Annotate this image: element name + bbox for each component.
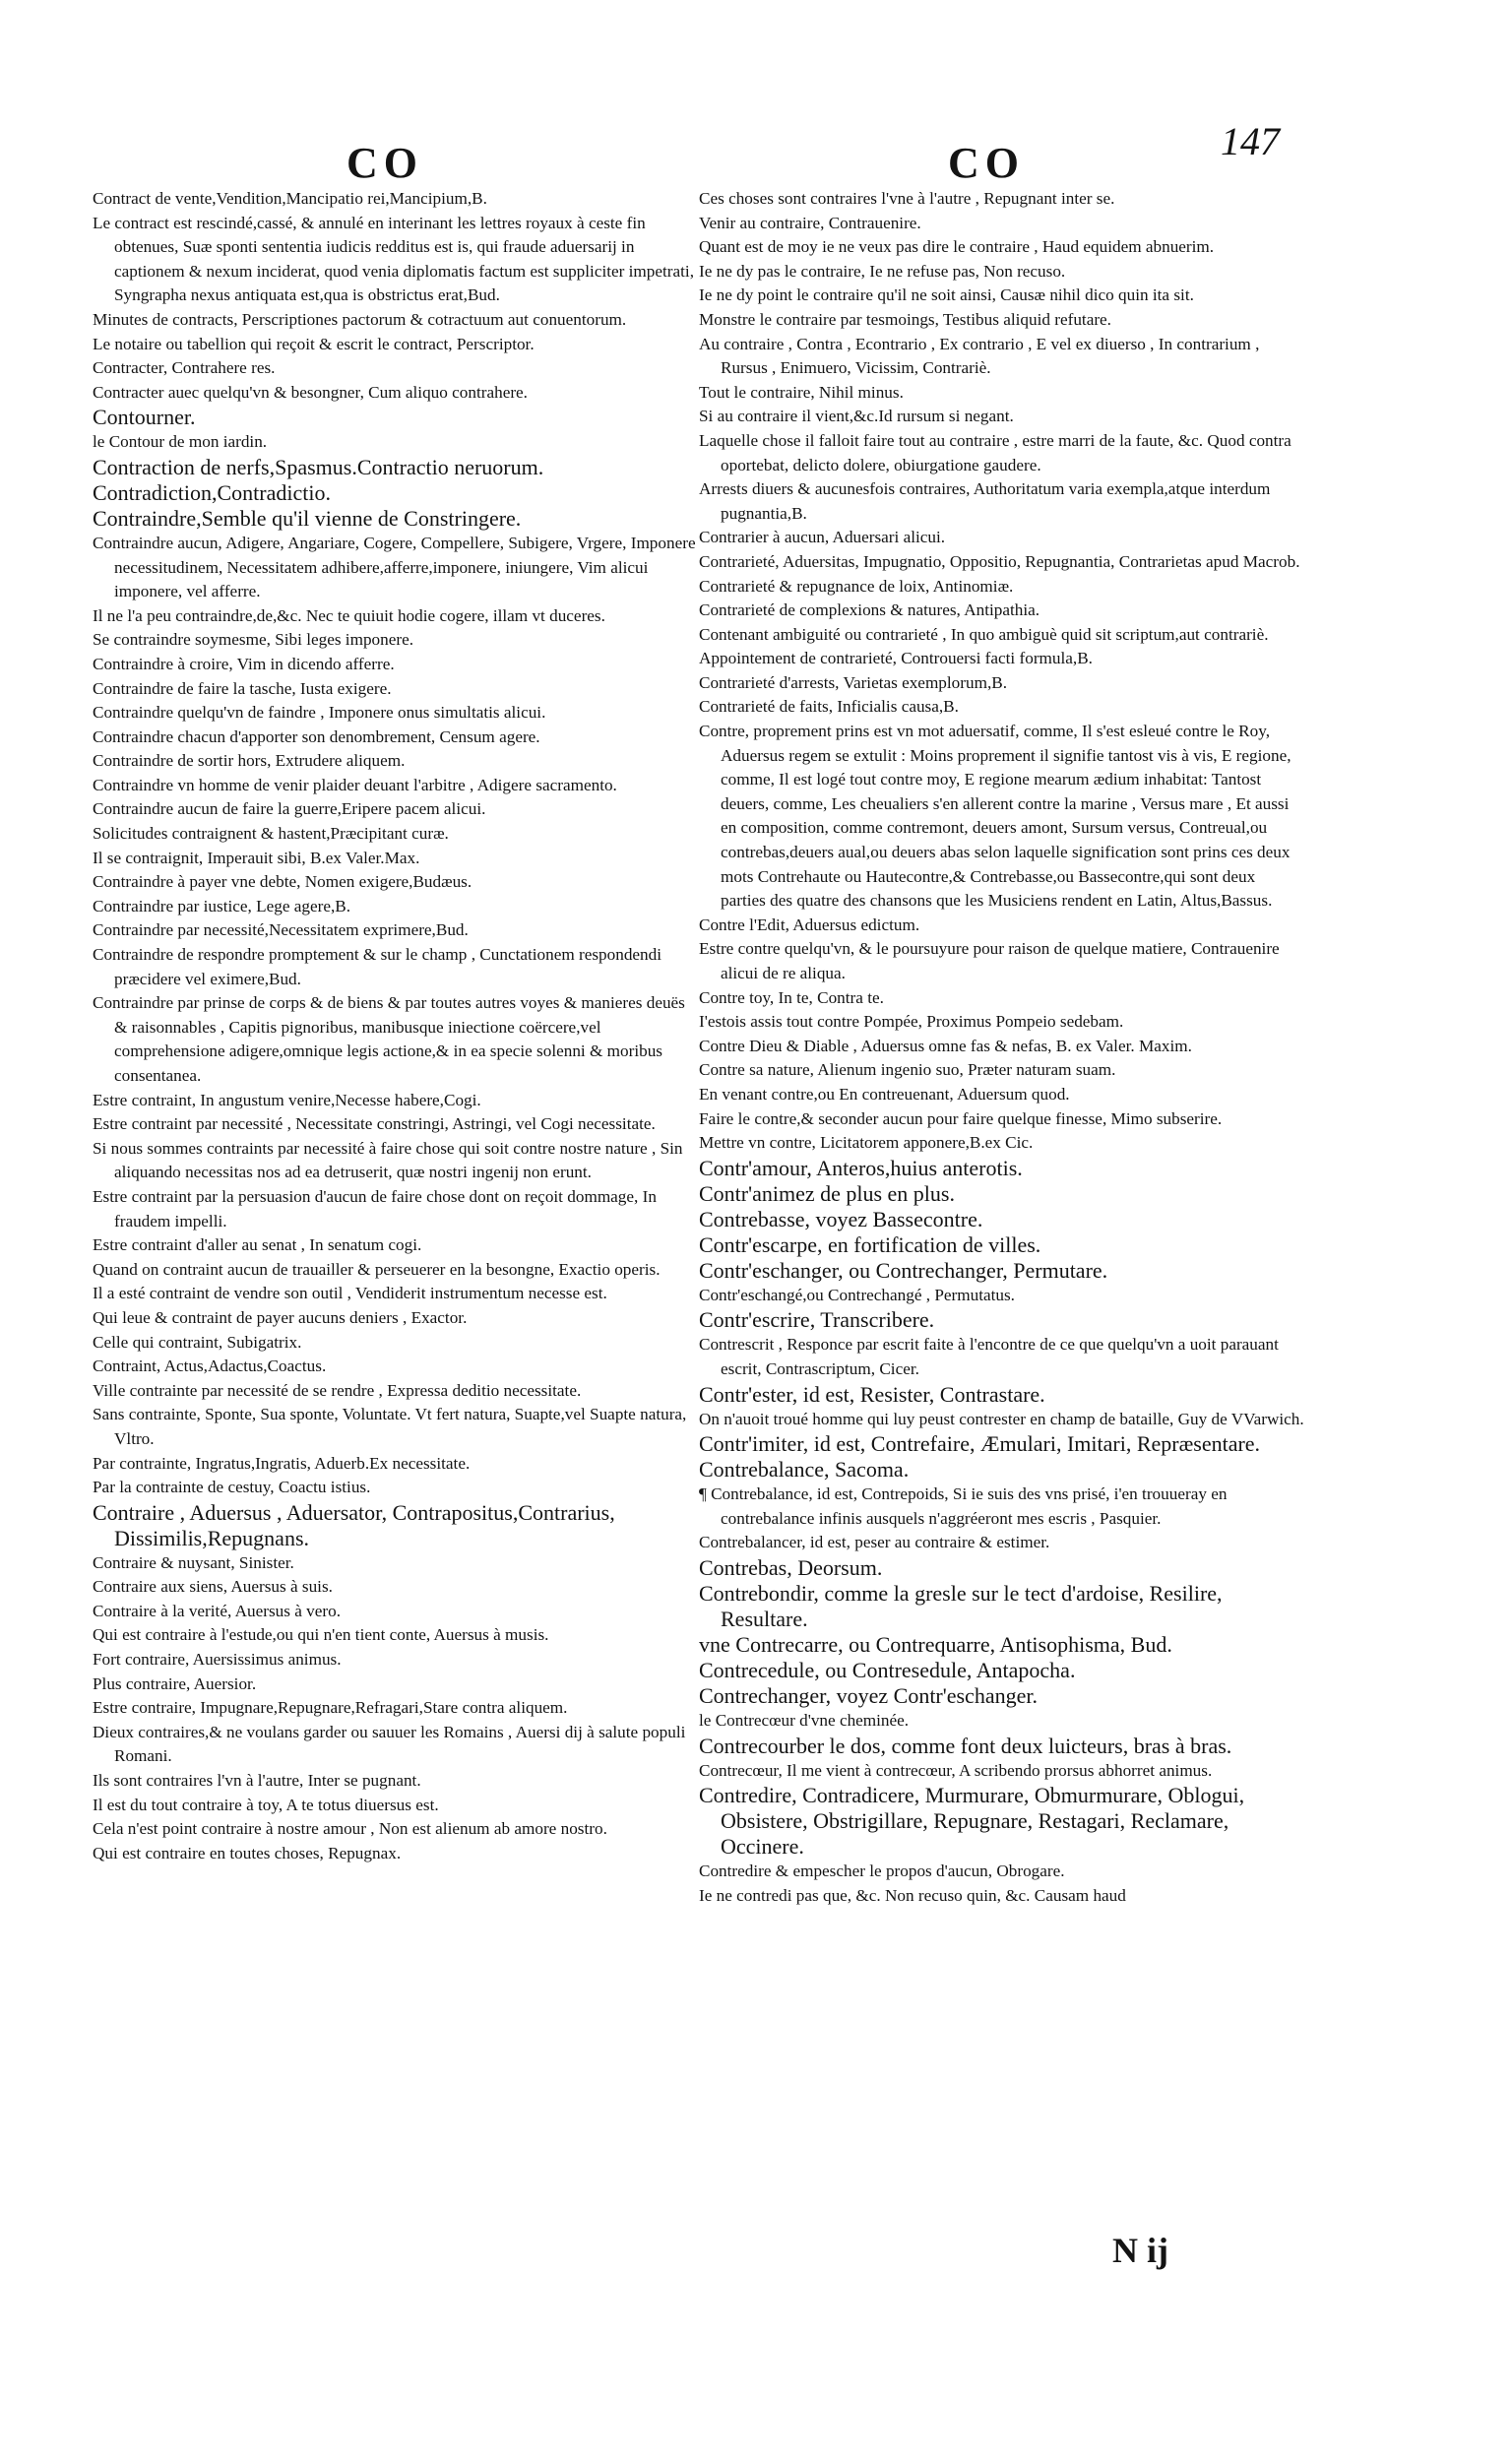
dictionary-entry: Se contraindre soymesme, Sibi leges imponere. [93,630,414,650]
dictionary-entry: Contr'escrire, Transcribere. [699,1307,935,1333]
dictionary-entry: Contrecedule, ou Contresedule, Antapocha. [699,1657,1076,1682]
dictionary-entry: Contrarieté de complexions & natures, Antipathia. [699,600,1040,620]
dictionary-entry: Contradiction,Contradictio. [93,479,331,505]
dictionary-entry: Contrecourber le dos, comme font deux luicteurs, bras à bras. [699,1733,1232,1758]
dictionary-entry: Laquelle chose il falloit faire tout au contraire , estre marri de la faute, &c. Quod contra oportebat, delicto dolere, obiurgatione gaudere. [699,430,1292,474]
dictionary-entry: Contracter, Contrahere res. [93,358,276,378]
dictionary-entry: Sans contrainte, Sponte, Sua sponte, Voluntate. Vt fert natura, Suapte,vel Suapte natura, Vltro. [93,1405,687,1448]
dictionary-entry: Cela n'est point contraire à nostre amour , Non est alienum ab amore nostro. [93,1819,607,1839]
dictionary-entry: Estre contraint par necessité , Necessitate constringi, Astringi, vel Cogi necessitate. [93,1114,656,1134]
dictionary-entry: Contrebondir, comme la gresle sur le tect d'ardoise, Resilire, Resultare. [699,1580,1223,1631]
dictionary-entry: Arrests diuers & aucunesfois contraires, Authoritatum varia exempla,atque interdum pugnantia,B. [699,479,1271,523]
dictionary-entry: Venir au contraire, Contrauenire. [699,213,921,232]
dictionary-entry: Estre contraire, Impugnare,Repugnare,Refragari,Stare contra aliquem. [93,1698,568,1718]
dictionary-entry: Contrescrit , Responce par escrit faite à l'encontre de ce que quelqu'vn a uoit parauant escrit, Contrascriptum, Cicer. [699,1335,1279,1378]
dictionary-entry: Appointement de contrarieté, Controuersi facti formula,B. [699,649,1093,668]
dictionary-entry: Contraire , Aduersus , Aduersator, Contrapositus,Contrarius, Dissimilis,Repugnans. [93,1499,615,1550]
dictionary-entry: Contourner. [93,405,196,430]
dictionary-entry: Contraindre quelqu'vn de faindre , Imponere onus simultatis alicui. [93,703,546,723]
dictionary-entry: Il ne l'a peu contraindre,de,&c. Nec te quiuit hodie cogere, illam vt duceres. [93,605,605,625]
dictionary-entry: Mettre vn contre, Licitatorem apponere,B.ex Cic. [699,1133,1034,1153]
dictionary-entry: Estre contraint par la persuasion d'aucun de faire chose dont on reçoit dommage, In fraudem impelli. [93,1186,657,1230]
dictionary-entry: Il se contraignit, Imperauit sibi, B.ex Valer.Max. [93,848,420,867]
dictionary-entry: Fort contraire, Auersissimus animus. [93,1650,342,1670]
dictionary-entry: Contraindre aucun de faire la guerre,Eripere pacem alicui. [93,799,486,819]
dictionary-entry: Contraindre à croire, Vim in dicendo afferre. [93,654,395,673]
dictionary-entry: Contraire à la verité, Auersus à vero. [93,1601,341,1620]
dictionary-entry: Contrebas, Deorsum. [699,1554,883,1580]
dictionary-entry: Par la contrainte de cestuy, Coactu istius. [93,1478,371,1497]
dictionary-entry: Contraindre chacun d'apporter son denombrement, Censum agere. [93,726,540,746]
dictionary-entry: Qui est contraire en toutes choses, Repugnax. [93,1843,402,1862]
dictionary-entry: Ie ne dy point le contraire qu'il ne soit ainsi, Causæ nihil dico quin ita sit. [699,285,1194,305]
dictionary-entry: Contrarieté de faits, Inficialis causa,B. [699,697,959,717]
dictionary-entry: Contrechanger, voyez Contr'eschanger. [699,1682,1038,1708]
dictionary-entry: Ie ne contredi pas que, &c. Non recuso quin, &c. Causam haud [699,1885,1126,1905]
dictionary-entry: Contraint, Actus,Adactus,Coactus. [93,1357,327,1376]
dictionary-entry: Quant est de moy ie ne veux pas dire le contraire , Haud equidem abnuerim. [699,237,1215,257]
dictionary-entry: Le contract est rescindé,cassé, & annulé en interinant les lettres royaux à ceste fin obtenues, Suæ sponti sententia iudicis redditus est is, qui fraude aduersarij in captionem & nexum inciderat, quod venia diplomatis factum est suppliciter impetrati, Syngrapha nexus antiquata est,qua is obstrictus erat,Bud. [93,213,694,305]
dictionary-entry: Contraindre vn homme de venir plaider deuant l'arbitre , Adigere sacramento. [93,775,617,794]
dictionary-entry: Contre sa nature, Alienum ingenio suo, Præter naturam suam. [699,1060,1116,1080]
dictionary-entry: Estre contraint d'aller au senat , In senatum cogi. [93,1235,422,1255]
dictionary-entry: Plus contraire, Auersior. [93,1673,257,1693]
dictionary-entry: Si nous sommes contraints par necessité à faire chose qui soit contre nostre nature , Sin aliquando necessitas nos ad ea detruserit, quæ nostri ingenij non erunt. [93,1138,683,1182]
dictionary-entry: le Contour de mon iardin. [93,432,268,452]
dictionary-entry: I'estois assis tout contre Pompée, Proximus Pompeio sedebam. [699,1012,1124,1032]
dictionary-entry: Celle qui contraint, Subigatrix. [93,1332,302,1352]
dictionary-entry: On n'auoit troué homme qui luy peust contrester en champ de bataille, Guy de VVarwich. [699,1409,1304,1428]
dictionary-entry: En venant contre,ou En contreuenant, Aduersum quod. [699,1084,1070,1104]
dictionary-entry: Contrebalance, Sacoma. [699,1457,910,1483]
dictionary-entry: Contraire aux siens, Auersus à suis. [93,1577,333,1597]
running-head-left: CO [346,139,423,187]
dictionary-entry: Contraindre de faire la tasche, Iusta exigere. [93,678,392,698]
dictionary-entry: le Contrecœur d'vne cheminée. [699,1710,910,1730]
running-head-right: CO [948,139,1025,187]
dictionary-entry: Dieux contraires,& ne voulans garder ou sauuer les Romains , Auersi dij à salute populi Romani. [93,1722,686,1766]
dictionary-entry: Contre l'Edit, Aduersus edictum. [699,915,920,934]
dictionary-entry: Contr'amour, Anteros,huius anterotis. [699,1155,1023,1180]
dictionary-entry: Contraindre à payer vne debte, Nomen exigere,Budæus. [93,872,472,892]
dictionary-entry: Contraindre aucun, Adigere, Angariare, Cogere, Compellere, Subigere, Vrgere, Imponere necessitudinem, Necessitatem adhibere,afferre,imponere, iniungere, Vim alicui imponere, vel afferre. [93,533,696,601]
dictionary-entry: Qui est contraire à l'estude,ou qui n'en tient conte, Auersus à musis. [93,1625,549,1645]
dictionary-entry: Par contrainte, Ingratus,Ingratis, Aduerb.Ex necessitate. [93,1453,471,1473]
dictionary-entry: Contenant ambiguité ou contrarieté , In quo ambiguè quid sit scriptum,aut contrariè. [699,624,1269,644]
left-column [93,187,698,1865]
right-column [699,187,1304,1908]
dictionary-entry: Estre contraint, In angustum venire,Necesse habere,Cogi. [93,1090,481,1109]
dictionary-entry: Contredire & empescher le propos d'aucun, Obrogare. [699,1862,1065,1881]
dictionary-entry: Contraindre de sortir hors, Extrudere aliquem. [93,751,406,771]
dictionary-entry: Contraindre par prinse de corps & de biens & par toutes autres voyes & manieres deuës & raisonnables , Capitis pignoribus, manibusque iniectione coërcere,vel comprehensione adigere,omnique legis actione,& in ea specie solenni & moribus consentanea. [93,993,685,1085]
signature-mark: N ij [1112,2231,1168,2270]
dictionary-entry: Contre Dieu & Diable , Aduersus omne fas & nefas, B. ex Valer. Maxim. [699,1036,1192,1055]
dictionary-entry: Estre contre quelqu'vn, & le poursuyure pour raison de quelque matiere, Contrauenire alicui de re aliqua. [699,939,1280,982]
dictionary-entry: Quand on contraint aucun de trauailler & perseuerer en la besongne, Exactio operis. [93,1259,661,1279]
dictionary-entry: Si au contraire il vient,&c.Id rursum si negant. [699,407,1014,426]
dictionary-entry: Contr'ester, id est, Resister, Contrastare. [699,1381,1045,1407]
dictionary-entry: Contr'imiter, id est, Contrefaire, Æmulari, Imitari, Repræsentare. [699,1431,1261,1457]
dictionary-entry: Contraindre par necessité,Necessitatem exprimere,Bud. [93,920,469,940]
dictionary-entry: Contre, proprement prins est vn mot aduersatif, comme, Il s'est esleué contre le Roy, Aduersus regem se extulit : Moins proprement il signifie tantost vis à vis, E regione, comme, Il est logé tout contre moy, E regione mearum ædium inhabitat: Tantost deuers, comme, Les cheualiers s'en allerent contre la marine , Versus mare , Et aussi en composition, comme contremont, deuers amont, Sursum versus, Contreual,ou contrebas,deuers aual,ou deuers abas selon laquelle signification sont prins ces deux mots Contrehaute ou Hautecontre,& Contrebasse,ou Bassecontre,qui sont deux parties des quatre des chansons que les Musiciens rendent en Latin, Altus,Bassus. [699,722,1292,911]
dictionary-entry: Contrarieté d'arrests, Varietas exemplorum,B. [699,672,1008,692]
dictionary-entry: Ville contrainte par necessité de se rendre , Expressa deditio necessitate. [93,1380,582,1400]
dictionary-entry: Contrarier à aucun, Aduersari alicui. [699,528,946,547]
dictionary-entry: Contre toy, In te, Contra te. [699,987,884,1007]
dictionary-entry: Contrebasse, voyez Bassecontre. [699,1206,983,1231]
dictionary-entry: Contr'escarpe, en fortification de villes. [699,1231,1041,1257]
dictionary-entry: Contrarieté & repugnance de loix, Antinomiæ. [699,576,1014,596]
dictionary-entry: Contrecœur, Il me vient à contrecœur, A scribendo prorsus abhorret animus. [699,1760,1213,1780]
dictionary-entry: Minutes de contracts, Perscriptiones pactorum & cotractuum aut conuentorum. [93,309,627,329]
dictionary-entry: Contrarieté, Aduersitas, Impugnatio, Oppositio, Repugnantia, Contrarietas apud Macrob. [699,551,1300,571]
dictionary-entry: Contraindre,Semble qu'il vienne de Constringere. [93,505,522,531]
dictionary-entry: Contr'eschanger, ou Contrechanger, Permutare. [699,1257,1108,1283]
dictionary-entry: Faire le contre,& seconder aucun pour faire quelque finesse, Mimo subserire. [699,1108,1223,1128]
dictionary-entry: Qui leue & contraint de payer aucuns deniers , Exactor. [93,1307,468,1327]
dictionary-entry: Ces choses sont contraires l'vne à l'autre , Repugnant inter se. [699,189,1115,208]
dictionary-entry: Ils sont contraires l'vn à l'autre, Inter se pugnant. [93,1771,421,1791]
dictionary-entry: Solicitudes contraignent & hastent,Præcipitant curæ. [93,824,449,844]
dictionary-entry: Au contraire , Contra , Econtrario , Ex contrario , E vel ex diuerso , In contrarium , Rursus , Enimuero, Vicissim, Contrariè. [699,334,1260,378]
dictionary-entry: Ie ne dy pas le contraire, Ie ne refuse pas, Non recuso. [699,261,1066,281]
dictionary-entry: Il est du tout contraire à toy, A te totus diuersus est. [93,1795,439,1814]
dictionary-entry: Contredire, Contradicere, Murmurare, Obmurmurare, Oblogui, Obsistere, Obstrigillare, Repugnare, Restagari, Reclamare, Occinere. [699,1783,1245,1860]
page-number: 147 [1221,119,1280,163]
dictionary-entry: Il a esté contraint de vendre son outil , Vendiderit instrumentum necesse est. [93,1284,607,1303]
dictionary-entry: Contraindre de respondre promptement & sur le champ , Cunctationem respondendi præcidere vel eximere,Bud. [93,945,662,988]
dictionary-entry: Contraction de nerfs,Spasmus.Contractio neruorum. [93,454,544,479]
dictionary-entry: Contrebalancer, id est, peser au contraire & estimer. [699,1533,1050,1552]
dictionary-entry: Tout le contraire, Nihil minus. [699,382,904,402]
dictionary-entry: vne Contrecarre, ou Contrequarre, Antisophisma, Bud. [699,1631,1172,1657]
dictionary-entry: Monstre le contraire par tesmoings, Testibus aliquid refutare. [699,309,1111,329]
dictionary-entry: Contr'eschangé,ou Contrechangé , Permutatus. [699,1285,1015,1304]
dictionary-entry: ¶ Contrebalance, id est, Contrepoids, Si ie suis des vns prisé, i'en trouueray en contrebalance infinis ausquels n'aggréeront mes escris , Pasquier. [699,1484,1228,1528]
dictionary-entry: Contr'animez de plus en plus. [699,1180,955,1206]
dictionary-entry: Contraindre par iustice, Lege agere,B. [93,896,351,915]
dictionary-entry: Contracter auec quelqu'vn & besongner, Cum aliquo contrahere. [93,382,528,402]
dictionary-entry: Contraire & nuysant, Sinister. [93,1552,294,1572]
dictionary-entry: Le notaire ou tabellion qui reçoit & escrit le contract, Perscriptor. [93,334,535,353]
dictionary-entry: Contract de vente,Vendition,Mancipatio rei,Mancipium,B. [93,189,487,208]
